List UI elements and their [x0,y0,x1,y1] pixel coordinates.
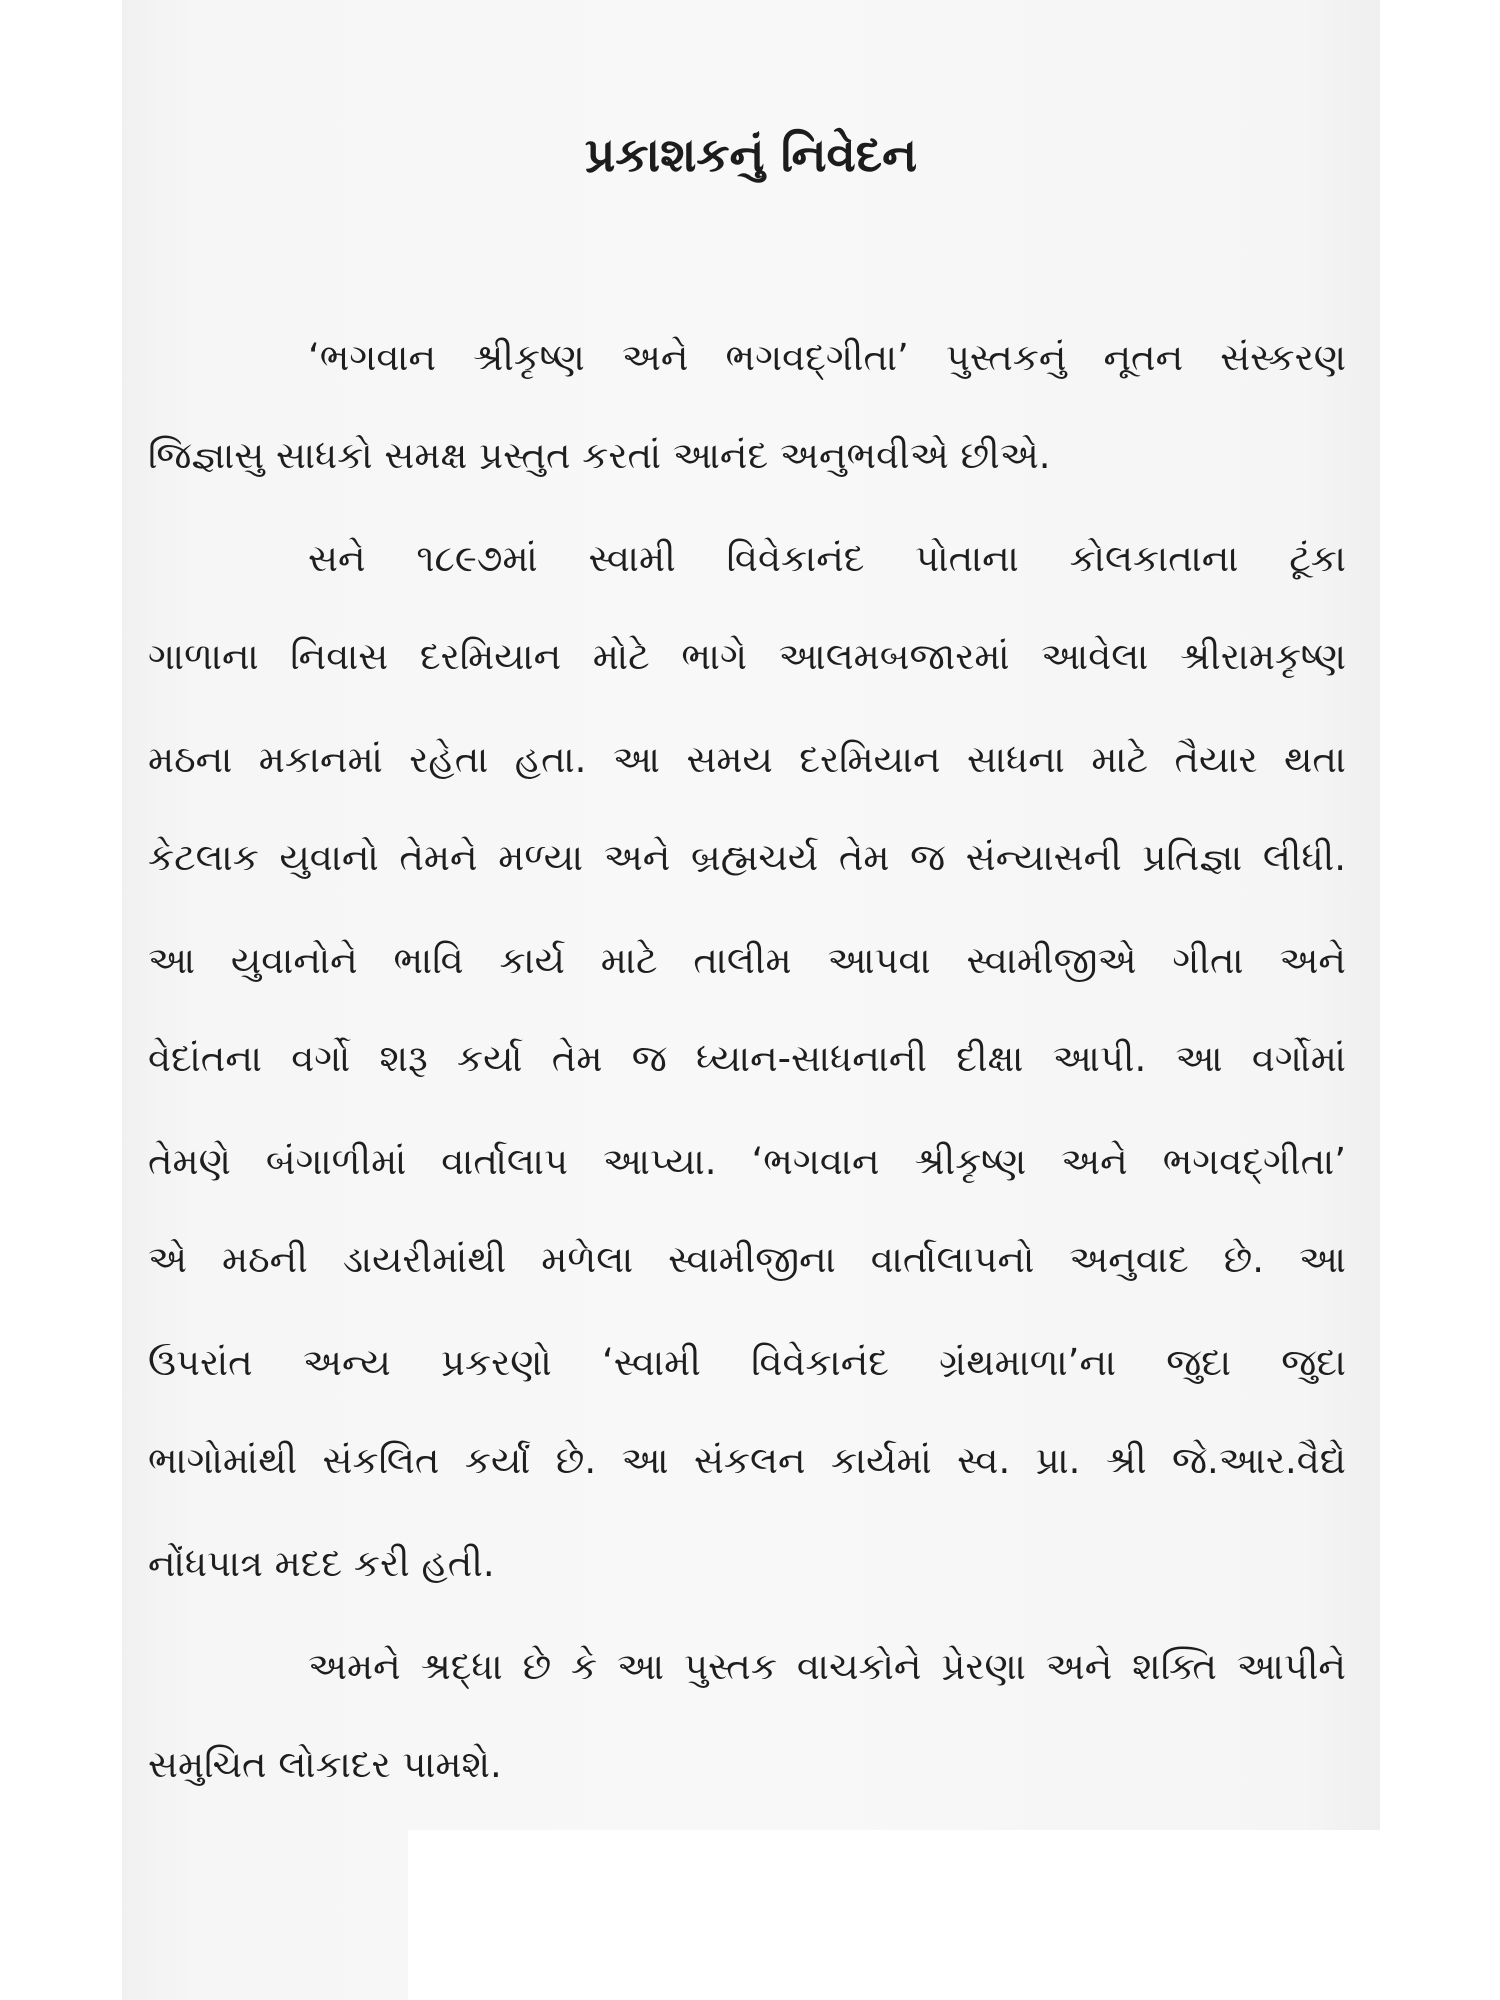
paragraph-line: મઠના મકાનમાં રહેતા હતા. આ સમય દરમિયાન સાધના માટે તૈયાર થતા [148,738,1346,781]
page-title: પ્રકાશકનું નિવેદન [584,128,918,183]
paragraph-line: અમને શ્રદ્ધા છે કે આ પુસ્તક વાચકોને પ્રેરણા અને શક્તિ આપીને [308,1645,1346,1688]
paragraph-line: ઉપરાંત અન્ય પ્રકરણો ‘સ્વામી વિવેકાનંદ ગ્રંથમાળા’ના જુદા જુદા [148,1341,1346,1384]
paragraph-line: ‘ભગવાન શ્રીકૃષ્ણ અને ભગવદ્‌ગીતા’ પુસ્તકનું નૂતન સંસ્કરણ [308,336,1346,379]
paragraph-line: કેટલાક યુવાનો તેમને મળ્યા અને બ્રહ્મચર્ય તેમ જ સંન્યાસની પ્રતિજ્ઞા લીધી. [148,836,1346,879]
paragraph-line: વેદાંતના વર્ગો શરૂ કર્યા તેમ જ ધ્યાન-સાધનાની દીક્ષા આપી. આ વર્ગોમાં [148,1037,1346,1080]
paragraph-line: ગાળાના નિવાસ દરમિયાન મોટે ભાગે આલમબજારમાં આવેલા શ્રીરામકૃષ્ણ [148,635,1346,678]
paragraph-line: એ મઠની ડાયરીમાંથી મળેલા સ્વામીજીના વાર્તાલાપનો અનુવાદ છે. આ [148,1238,1346,1281]
paper-sheet [122,0,1380,2000]
paragraph-line: તેમણે બંગાળીમાં વાર્તાલાપ આપ્યા. ‘ભગવાન શ્રીકૃષ્ણ અને ભગવદ્‌ગીતા’ [148,1140,1346,1183]
paragraph-line: સને ૧૮૯૭માં સ્વામી વિવેકાનંદ પોતાના કોલકાતાના ટૂંકા [308,537,1346,580]
paragraph-line: ભાગોમાંથી સંકલિત કર્યાં છે. આ સંકલન કાર્યમાં સ્વ. પ્રા. શ્રી જે.આર.વૈદ્યે [148,1439,1346,1482]
paragraph-line: નોંધપાત્ર મદદ કરી હતી. [148,1542,495,1585]
paper-edge [408,1830,1380,2000]
paragraph-line: સમુચિત લોકાદર પામશે. [148,1743,502,1786]
paragraph-line: આ યુવાનોને ભાવિ કાર્ય માટે તાલીમ આપવા સ્વામીજીએ ગીતા અને [148,939,1346,982]
paragraph-line: જિજ્ઞાસુ સાધકો સમક્ષ પ્રસ્તુત કરતાં આનંદ અનુભવીએ છીએ. [148,434,1051,477]
